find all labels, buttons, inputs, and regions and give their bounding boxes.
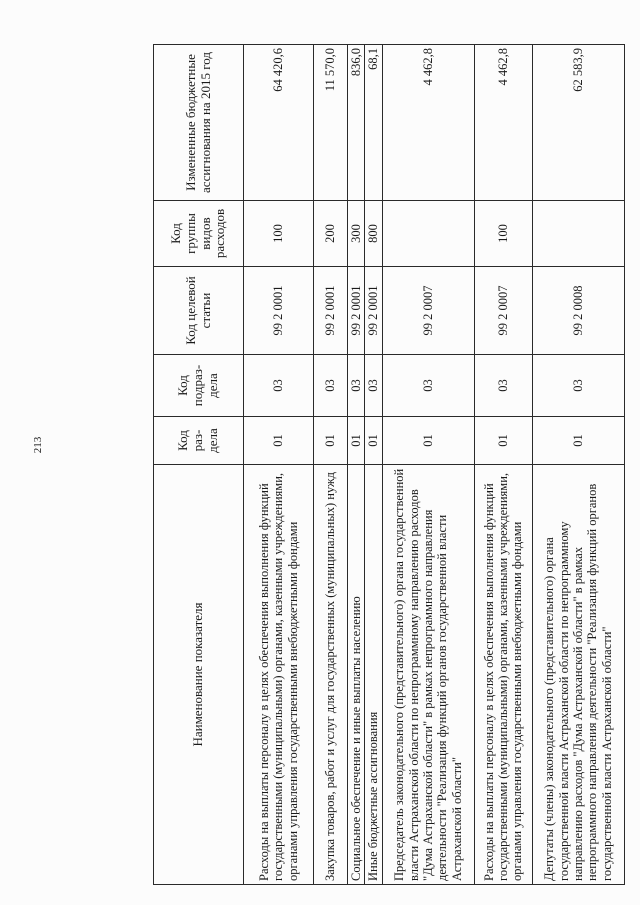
rotated-sheet — [153, 45, 614, 885]
cell-amount: 4 462,8 — [474, 45, 532, 201]
cell-subsection: 03 — [382, 355, 474, 417]
cell-name: Председатель законодательного (представительного) органа государственной власти Астраханской области по непрограммному направлению расходов "Дума Астраханской области" в рамках непрограммного направления деятельности "Реализация функций органов государственной власти Астраханской области" — [382, 465, 474, 885]
cell-group — [532, 201, 624, 267]
cell-group: 100 — [244, 201, 314, 267]
header-subsection: Код подраз-дела — [154, 355, 244, 417]
cell-group: 300 — [348, 201, 365, 267]
table-row — [365, 45, 382, 885]
cell-amount: 62 583,9 — [532, 45, 624, 201]
table-row — [348, 45, 365, 885]
cell-name: Закупка товаров, работ и услуг для государственных (муниципальных) нужд — [314, 465, 348, 885]
cell-name: Расходы на выплаты персоналу в целях обеспечения выполнения функций государственными (муниципальными) органами, казенными учреждениями, органами управления государственными внебюджетными фондами — [244, 465, 314, 885]
header-section: Код раз-дела — [154, 417, 244, 465]
cell-target: 99 2 0001 — [348, 267, 365, 355]
cell-amount: 11 570,0 — [314, 45, 348, 201]
cell-name: Иные бюджетные ассигнования — [365, 465, 382, 885]
table-row — [314, 45, 348, 885]
cell-amount: 64 420,6 — [244, 45, 314, 201]
cell-target: 99 2 0007 — [474, 267, 532, 355]
cell-section: 01 — [532, 417, 624, 465]
cell-section: 01 — [314, 417, 348, 465]
cell-section: 01 — [474, 417, 532, 465]
cell-subsection: 03 — [365, 355, 382, 417]
cell-subsection: 03 — [314, 355, 348, 417]
cell-group: 800 — [365, 201, 382, 267]
budget-table — [153, 44, 625, 885]
cell-group: 200 — [314, 201, 348, 267]
cell-amount: 836,0 — [348, 45, 365, 201]
cell-amount: 68,1 — [365, 45, 382, 201]
header-target: Код целевой статьи — [154, 267, 244, 355]
cell-name: Социальное обеспечение и иные выплаты населению — [348, 465, 365, 885]
cell-section: 01 — [365, 417, 382, 465]
table-row — [244, 45, 314, 885]
table-row — [532, 45, 624, 885]
cell-target: 99 2 0008 — [532, 267, 624, 355]
header-row — [154, 45, 244, 885]
cell-subsection: 03 — [532, 355, 624, 417]
cell-section: 01 — [382, 417, 474, 465]
header-name: Наименование показателя — [154, 465, 244, 885]
sheet-content — [153, 45, 614, 885]
cell-target: 99 2 0001 — [365, 267, 382, 355]
cell-target: 99 2 0001 — [244, 267, 314, 355]
table-row — [382, 45, 474, 885]
cell-name: Расходы на выплаты персоналу в целях обеспечения выполнения функций государственными (муниципальными) органами, казенными учреждениями, органами управления государственными внебюджетными фондами — [474, 465, 532, 885]
page-number: 213 — [32, 436, 44, 454]
cell-subsection: 03 — [348, 355, 365, 417]
cell-group — [382, 201, 474, 267]
header-group: Код группы видов расходов — [154, 201, 244, 267]
cell-name: Депутаты (члены) законодательного (представительного) органа государственной власти Астраханской области по непрограммному направлению расходов "Дума Астраханской области" в рамках непрограммного направления деятельности "Реализация функций органов государственной власти Астраханской области" — [532, 465, 624, 885]
cell-target: 99 2 0001 — [314, 267, 348, 355]
cell-section: 01 — [348, 417, 365, 465]
cell-subsection: 03 — [474, 355, 532, 417]
cell-target: 99 2 0007 — [382, 267, 474, 355]
cell-amount: 4 462,8 — [382, 45, 474, 201]
cell-section: 01 — [244, 417, 314, 465]
table-row — [474, 45, 532, 885]
cell-group: 100 — [474, 201, 532, 267]
header-amount: Измененные бюджетные ассигнования на 2015 год — [154, 45, 244, 201]
cell-subsection: 03 — [244, 355, 314, 417]
